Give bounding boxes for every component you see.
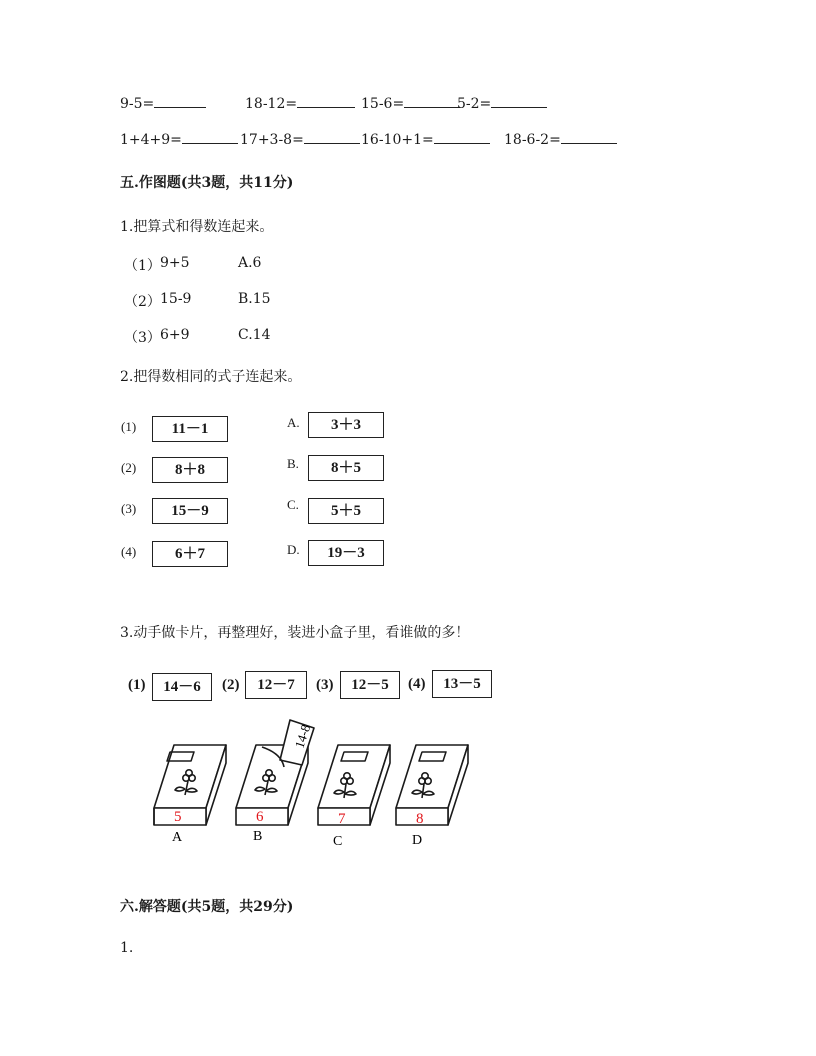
answer-blank[interactable] [434, 132, 490, 144]
q3-card-num-4: (4) [408, 676, 426, 692]
answer-blank[interactable] [154, 96, 206, 108]
inserted-card-text: 14-8 [291, 722, 314, 750]
q1-prompt: 1.把算式和得数连起来。 [120, 219, 274, 235]
q3-card-3[interactable]: 12－5 [340, 671, 400, 699]
box-d-label: D [412, 833, 423, 848]
answer-blank[interactable] [304, 132, 360, 144]
q2-right-card-d[interactable]: 19－3 [308, 540, 384, 566]
section-6-q1-num: 1. [120, 940, 134, 956]
answer-blank[interactable] [182, 132, 238, 144]
expr-15-6: 15-6= [361, 96, 460, 112]
q2-prompt: 2.把得数相同的式子连起来。 [120, 369, 302, 385]
box-b-number: 6 [256, 809, 264, 825]
box-c[interactable] [318, 745, 390, 825]
q2-left-card-4[interactable]: 6＋7 [152, 541, 228, 567]
q2-left-card-3[interactable]: 15－9 [152, 498, 228, 524]
expr-9-5: 9-5= [120, 96, 206, 112]
answer-blank[interactable] [404, 96, 460, 108]
q2-right-num-b: B. [287, 456, 299, 471]
q3-prompt: 3.动手做卡片，再整理好，装进小盒子里，看谁做的多！ [120, 625, 470, 641]
q2-left-num-2: (2) [121, 460, 137, 475]
q2-left-num-3: (3) [121, 501, 137, 516]
q3-card-num-1: (1) [128, 677, 146, 693]
q3-card-num-3: (3) [316, 677, 334, 693]
box-c-number: 7 [338, 811, 346, 827]
expr-1+4+9: 1+4+9= [120, 132, 238, 148]
box-a-label: A [172, 830, 183, 845]
q2-left-card-1[interactable]: 11－1 [152, 416, 228, 442]
q2-right-num-c: C. [287, 497, 299, 512]
q2-left-num-4: (4) [121, 544, 137, 559]
expr-18-12: 18-12= [245, 96, 355, 112]
q3-card-1[interactable]: 14－6 [152, 673, 212, 701]
box-d-number: 8 [416, 811, 424, 827]
answer-blank[interactable] [491, 96, 547, 108]
box-c-label: C [333, 834, 343, 849]
box-a-number: 5 [174, 809, 182, 825]
section-6-title: 六.解答题(共5题，共29分) [120, 899, 294, 915]
boxes-illustration [140, 715, 480, 855]
q2-right-card-c[interactable]: 5＋5 [308, 498, 384, 524]
box-a[interactable] [154, 745, 226, 825]
box-b-label: B [253, 829, 263, 844]
answer-blank[interactable] [297, 96, 355, 108]
expr-17+3-8: 17+3-8= [240, 132, 360, 148]
box-d[interactable] [396, 745, 468, 825]
q2-right-card-a[interactable]: 3＋3 [308, 412, 384, 438]
expr-18-6-2: 18-6-2= [504, 132, 617, 148]
q3-card-num-2: (2) [222, 677, 240, 693]
q2-left-card-2[interactable]: 8＋8 [152, 457, 228, 483]
section-5-title: 五.作图题(共3题，共11分) [120, 175, 294, 191]
answer-blank[interactable] [561, 132, 617, 144]
expr-5-2: 5-2= [457, 96, 547, 112]
expr-16-10+1: 16-10+1= [361, 132, 490, 148]
q2-right-card-b[interactable]: 8＋5 [308, 455, 384, 481]
q2-right-num-d: D. [287, 542, 300, 557]
q3-card-4[interactable]: 13－5 [432, 670, 492, 698]
q2-right-num-a: A. [287, 415, 300, 430]
q2-left-num-1: (1) [121, 419, 137, 434]
q3-card-2[interactable]: 12－7 [245, 671, 307, 699]
